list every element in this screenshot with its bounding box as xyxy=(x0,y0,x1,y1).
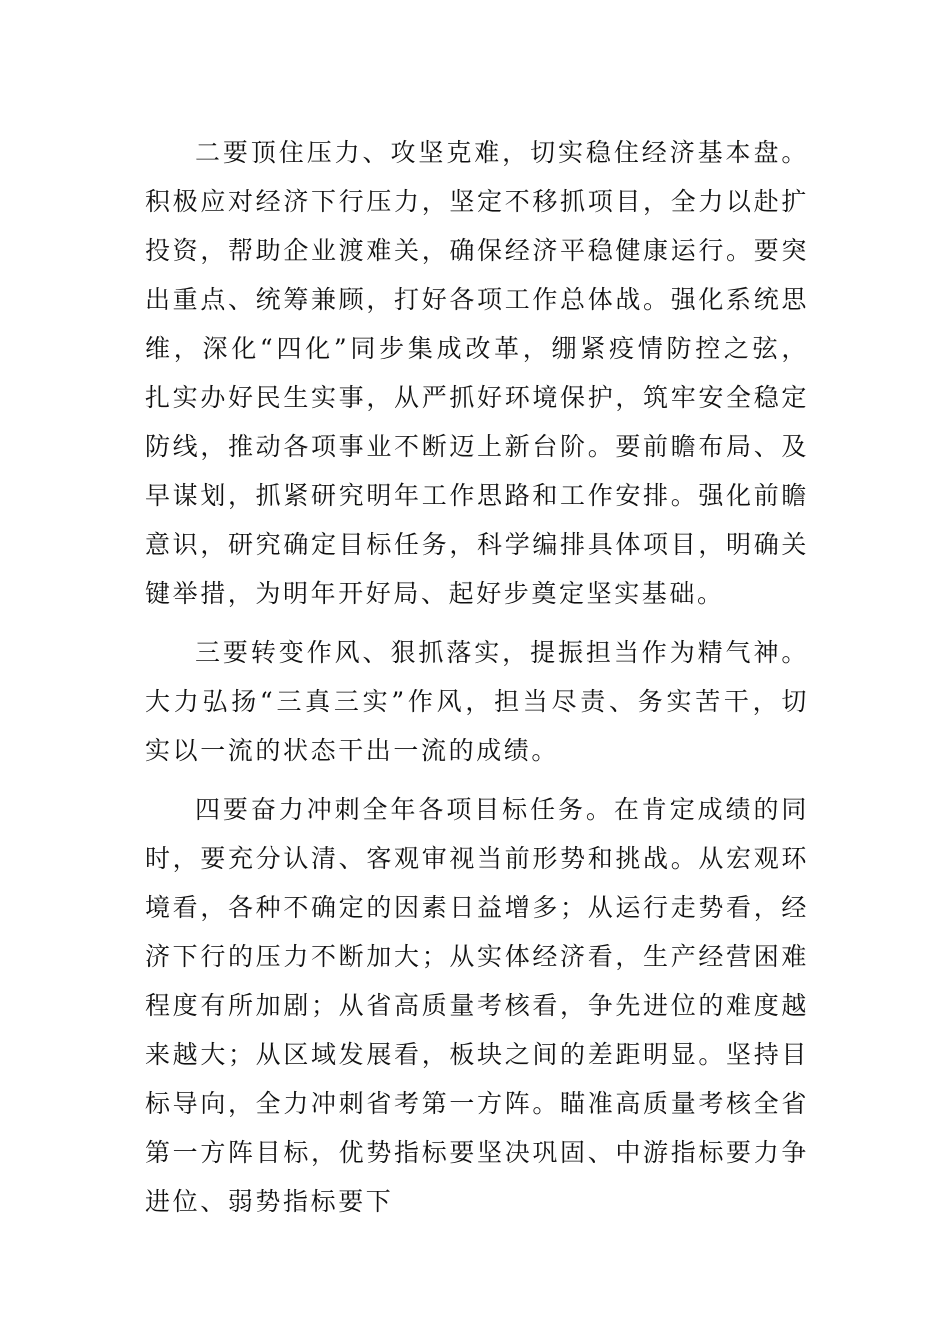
paragraph-3: 三要转变作风、狠抓落实，提振担当作为精气神。大力弘扬“三真三实”作风，担当尽责、务实苦干，切实以一流的状态干出一流的成绩。 xyxy=(145,638,809,765)
paragraph-4: 四要奋力冲刺全年各项目标任务。在肯定成绩的同时，要充分认清、客观审视当前形势和挑战。从宏观环境看，各种不确定的因素日益增多；从运行走势看，经济下行的压力不断加大；从实体经济看，生产经营困难程度有所加剧；从省高质量考核看，争先进位的难度越来越大；从区域发展看，板块之间的差距明显。坚持目标导向，全力冲刺省考第一方阵。瞄准高质量考核全省第一方阵目标，优势指标要坚决巩固、中游指标要力争进位、弱势指标要下 xyxy=(145,795,809,1216)
document-body xyxy=(145,128,809,1236)
paragraph-2: 二要顶住压力、攻坚克难，切实稳住经济基本盘。积极应对经济下行压力，坚定不移抓项目，全力以赴扩投资，帮助企业渡难关，确保经济平稳健康运行。要突出重点、统筹兼顾，打好各项工作总体战。强化系统思维，深化“四化”同步集成改革，绷紧疫情防控之弦，扎实办好民生实事，从严抓好环境保护，筑牢安全稳定防线，推动各项事业不断迈上新台阶。要前瞻布局、及早谋划，抓紧研究明年工作思路和工作安排。强化前瞻意识，研究确定目标任务，科学编排具体项目，明确关键举措，为明年开好局、起好步奠定坚实基础。 xyxy=(145,138,809,608)
